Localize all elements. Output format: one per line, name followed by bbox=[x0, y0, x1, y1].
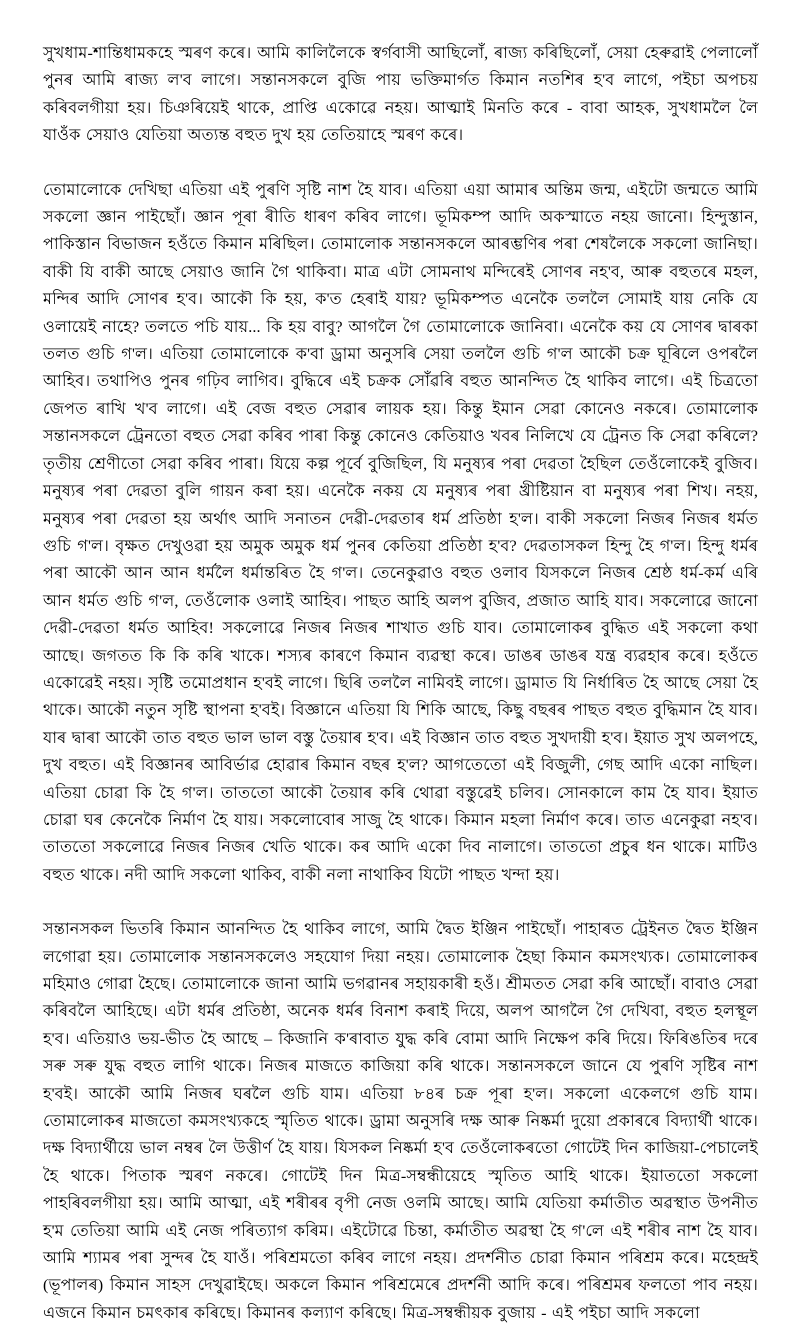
paragraph-3: সন্তানসকল ভিতৰি কিমান আনন্দিত হৈ থাকিব লাগে, আমি দ্বৈত ইঞ্জিন পাইছোঁ। পাহাৰত ট্ৰেইনত দ্বৈত ইঞ্জিন লগোৱা হয়। তোমালোক সন্তানসকলেও সহযোগ দিয়া নহয়। তোমালোক হৈছা কিমান কমসংখ্যক। তোমালোকৰ মহিমাও গোৱা হৈছে। তোমালোকে জানা আমি ভগৱানৰ সহায়কাৰী হওঁ। শ্ৰীমতত সেৱা কৰি আছোঁ। বাবাও সেৱা কৰিবলৈ আহিছে। এটা ধৰ্মৰ প্ৰতিষ্ঠা, অনেক ধৰ্মৰ বিনাশ কৰাই দিয়ে, অলপ আগলৈ গৈ দেখিবা, বহুত হলস্থূল হ'ব। এতিয়াও ভয়-ভীত হৈ আছে – কিজানি ক'ৰাবাত যুদ্ধ কৰি বোমা আদি নিক্ষেপ কৰি দিয়ে। ফিৰিঙতিৰ দৰে সৰু সৰু যুদ্ধ বহুত লাগি থাকে। নিজৰ মাজতে কাজিয়া কৰি থাকে। সন্তানসকলে জানে যে পুৰণি সৃষ্টিৰ নাশ হ'বই। আকৌ আমি নিজৰ ঘৰলৈ গুচি যাম। এতিয়া ৮৪ৰ চক্ৰ পূৰা হ'ল। সকলো একেলগে গুচি যাম। তোমালোকৰ মাজতো কমসংখ্যকহে স্মৃতিত থাকে। ড্ৰামা অনুসৰি দক্ষ আৰু নিষ্কৰ্মা দুয়ো প্ৰকাৰৰে বিদ্যাৰ্থী থাকে। দক্ষ বিদ্যাৰ্থীয়ে ভাল নম্বৰ লৈ উত্তীৰ্ণ হৈ যায়। যিসকল নিষ্কৰ্মা হ'ব তেওঁলোকৰতো গোটেই দিন কাজিয়া-পেচালেই হৈ থাকে। পিতাক স্মৰণ নকৰে। গোটেই দিন মিত্ৰ-সম্বন্ধীয়েহে স্মৃতিত আহি থাকে। ইয়াততো সকলো পাহৰিবলগীয়া হয়। আমি আত্মা, এই শৰীৰৰ বৃপী নেজ ওলমি আছে। আমি যেতিয়া কৰ্মাতীত অৱস্থাত উপনীত হ'ম তেতিয়া আমি এই নেজ পৰিত্যাগ কৰিম। এইটোৱে চিন্তা, কৰ্মাতীত অৱস্থা হৈ গ'লে এই শৰীৰ নাশ হৈ যাব। আমি শ্যামৰ পৰা সুন্দৰ হৈ যাওঁ। পৰিশ্ৰমতো কৰিব লাগে নহয়। প্ৰদৰ্শনীত চোৱা কিমান পৰিশ্ৰম কৰে। মহেন্দ্ৰই (ভূপালৰ) কিমান সাহস দেখুৱাইছে। অকলে কিমান পৰিশ্ৰমেৰে প্ৰদৰ্শনী আদি কৰে। পৰিশ্ৰমৰ ফলতো পাব নহয়। এজনে কিমান চমৎকাৰ কৰিছে। কিমানৰ কল্যাণ কৰিছে। মিত্ৰ-সম্বন্ধীয়ক বুজায় - এই পইচা আদি সকলো bbox=[43, 920, 758, 1322]
paragraph-2: তোমালোকে দেখিছা এতিয়া এই পুৰণি সৃষ্টি নাশ হৈ যাব। এতিয়া এয়া আমাৰ অন্তিম জন্ম, এইটো জন্মতে আমি সকলো জ্ঞান পাইছোঁ। জ্ঞান পূৰা ৰীতি ধাৰণ কৰিব লাগে। ভূমিকম্প আদি অকস্মাতে নহয় জানো। হিন্দুস্তান, পাকিস্তান বিভাজন হওঁতে কিমান মৰিছিল। তোমালোক সন্তানসকলে আৰম্ভণিৰ পৰা শেষলৈকে সকলো জানিছা। বাকী যি বাকী আছে সেয়াও জানি গৈ থাকিবা। মাত্ৰ এটা সোমনাথ মন্দিৰেই সোণৰ নহ'ব, আৰু বহুতৰে মহল, মন্দিৰ আদি সোণৰ হ'ব। আকৌ কি হয়, ক'ত হেৰাই যায়? ভূমিকম্পত এনেকৈ তললৈ সোমাই যায় নেকি যে ওলায়েই নাহে? তলতে পচি যায়... কি হয় বাবু? আগলৈ গৈ তোমালোকে জানিবা। এনেকৈ কয় যে সোণৰ দ্বাৰকা তলত গুচি গ'ল। এতিয়া তোমালোকে ক'বা ড্ৰামা অনুসৰি সেয়া তললৈ গুচি গ'ল আকৌ চক্ৰ ঘূৰিলে ওপৰলৈ আহিব। তথাপিও পুনৰ গঢ়িব লাগিব। বুদ্ধিৰে এই চক্ৰক সোঁৱৰি বহুত আনন্দিত হৈ থাকিব লাগে। এই চিত্ৰতো জেপত ৰাখি খ'ব লাগে। এই বেজ বহুত সেৱাৰ লায়ক হয়। কিন্তু ইমান সেৱা কোনেও নকৰে। তোমালোক সন্তানসকলে ট্ৰেনতো বহুত সেৱা কৰিব পাৰা কিন্তু কোনেও কেতিয়াও খবৰ নিলিখে যে ট্ৰেনত কি সেৱা কৰিলে? তৃতীয় শ্ৰেণীতো সেৱা কৰিব পাৰা। যিয়ে কল্প পূৰ্বে বুজিছিল, যি মনুষ্যৰ পৰা দেৱতা হৈছিল তেওঁলোকেই বুজিব। মনুষ্যৰ পৰা দেৱতা বুলি গায়ন কৰা হয়। এনেকৈ নকয় যে মনুষ্যৰ পৰা খ্ৰীষ্টিয়ান বা মনুষ্যৰ পৰা শিখ। নহয়, মনুষ্যৰ পৰা দেৱতা হয় অৰ্থাৎ আদি সনাতন দেৱী-দেৱতাৰ ধৰ্ম প্ৰতিষ্ঠা হ'ল। বাকী সকলো নিজৰ নিজৰ ধৰ্মত গুচি গ'ল। বৃক্ষত দেখুওৱা হয় অমুক অমুক ধৰ্ম পুনৰ কেতিয়া প্ৰতিষ্ঠা হ'ব? দেৱতাসকল হিন্দু হৈ গ'ল। হিন্দু ধৰ্মৰ পৰা আকৌ আন আন ধৰ্মলৈ ধৰ্মান্তৰিত হৈ গ'ল। তেনেকুৱাও বহুত ওলাব যিসকলে নিজৰ শ্ৰেষ্ঠ ধৰ্ম-কৰ্ম এৰি আন ধৰ্মত গুচি গ'ল, তেওঁলোক ওলাই আহিব। পাছত আহি অলপ বুজিব, প্ৰজাত আহি যাব। সকলোৱে জানো দেৱী-দেৱতা ধৰ্মত আহিব! সকলোৱে নিজৰ নিজৰ শাখাত গুচি যাব। তোমালোকৰ বুদ্ধিত এই সকলো কথা আছে। জগতত কি কি কৰি খাকে। শস্যৰ কাৰণে কিমান ব্যৱস্থা কৰে। ডাঙৰ ডাঙৰ যন্ত্ৰ ব্যৱহাৰ কৰে। হওঁতে একোৱেই নহয়। সৃষ্টি তমোপ্ৰধান হ'বই লাগে। ছিৰি তললৈ নামিবই লাগে। ড্ৰামাত যি নিৰ্ধাৰিত হৈ আছে সেয়া হৈ থাকে। আকৌ নতুন সৃষ্টি স্থাপনা হ'বই। বিজ্ঞানে এতিয়া যি শিকি আছে, কিছু বছৰৰ পাছত বহুত বুদ্ধিমান হৈ যাব। যাৰ দ্বাৰা আকৌ তাত বহুত ভাল ভাল বস্তু তৈয়াৰ হ'ব। এই বিজ্ঞান তাত বহুত সুখদায়ী হ'ব। ইয়াত সুখ অলপহে, দুখ বহুত। এই বিজ্ঞানৰ আবিৰ্ভাৱ হোৱাৰ কিমান বছৰ হ'ল? আগতেতো এই বিজুলী, গেছ আদি একো নাছিল। এতিয়া চোৱা কি হৈ গ'ল। তাততো আকৌ তৈয়াৰ কৰি থোৱা বস্তুৱেই চলিব। সোনকালে কাম হৈ যাব। ইয়াত চোৱা ঘৰ কেনেকৈ নিৰ্মাণ হৈ যায়। সকলোবোৰ সাজু হৈ থাকে। কিমান মহলা নিৰ্মাণ কৰে। তাত এনেকুৱা নহ'ব। তাততো সকলোৱে নিজৰ নিজৰ খেতি থাকে। কৰ আদি একো দিব নালাগে। তাততো প্ৰচুৰ ধন থাকে। মাটিও বহুত থাকে। নদী আদি সকলো থাকিব, বাকী নলা নাথাকিব যিটো পাছত খন্দা হয়। bbox=[43, 180, 758, 884]
document-body bbox=[43, 40, 758, 1327]
paragraph-1: সুখধাম-শান্তিধামকহে স্মৰণ কৰে। আমি কালিলৈকে স্বৰ্গবাসী আছিলোঁ, ৰাজ্য কৰিছিলোঁ, সেয়া হেৰুৱাই পেলালোঁ পুনৰ আমি ৰাজ্য ল'ব লাগে। সন্তানসকলে বুজি পায় ভক্তিমাৰ্গত কিমান নতশিৰ হ'ব লাগে, পইচা অপচয় কৰিবলগীয়া হয়। চিঞৰিয়েই থাকে, প্ৰাপ্তি একোৱে নহয়। আত্মাই মিনতি কৰে - বাবা আহক, সুখধামলৈ লৈ যাওঁক সেয়াও যেতিয়া অত্যন্ত বহুত দুখ হয় তেতিয়াহে স্মৰণ কৰে। bbox=[43, 44, 758, 145]
